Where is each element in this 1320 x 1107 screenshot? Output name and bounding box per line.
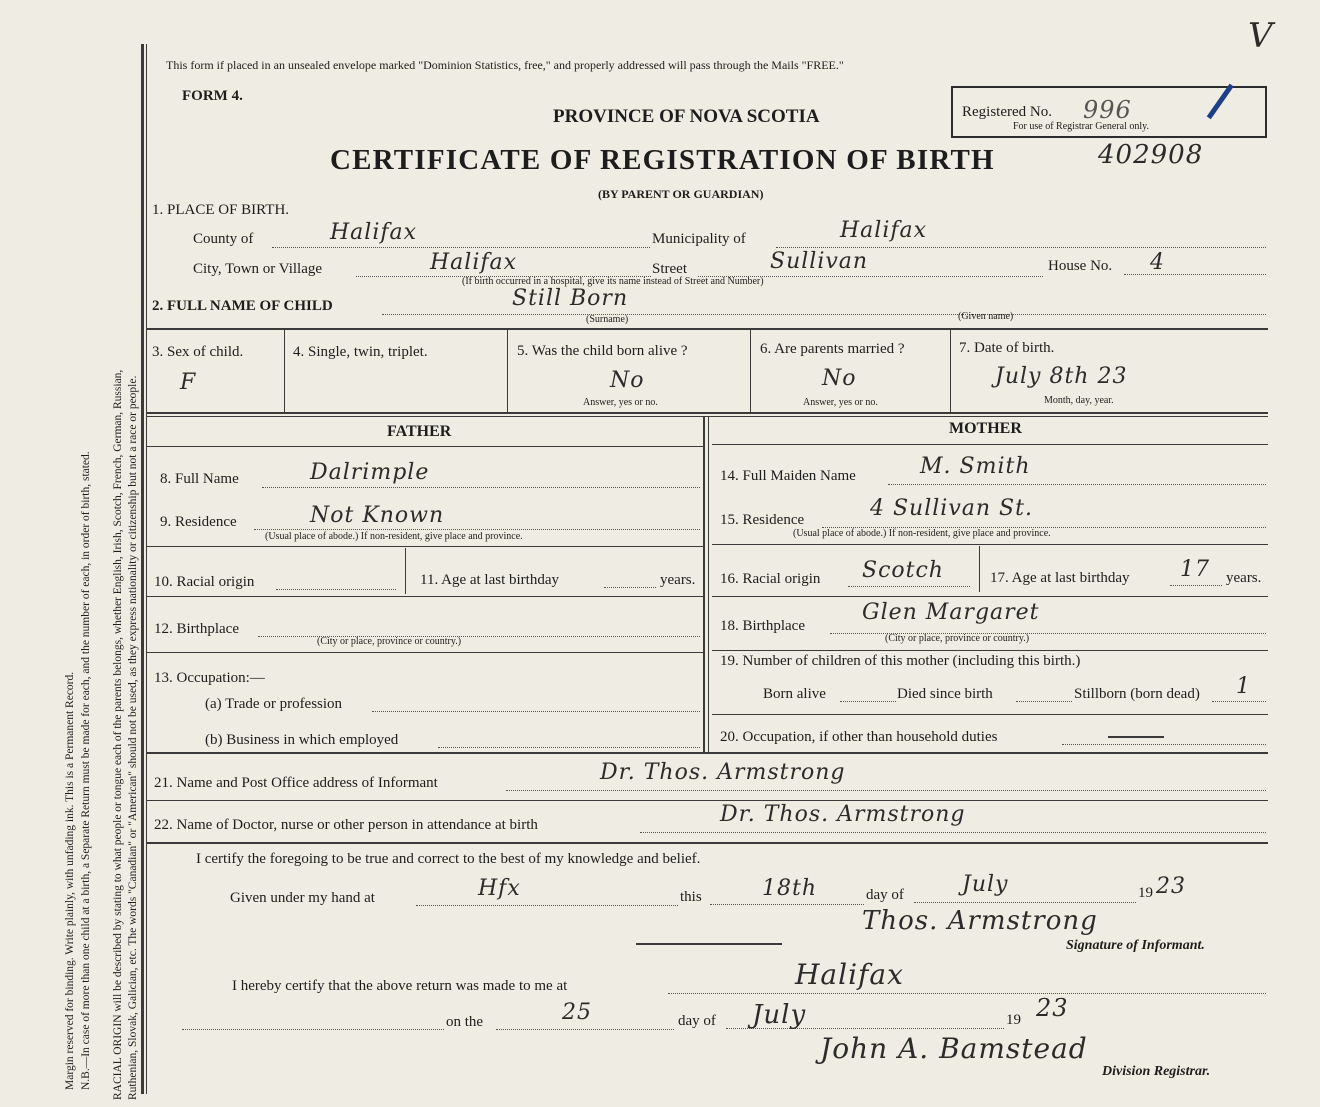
date-of-birth-label: 7. Date of birth. (959, 340, 1055, 356)
father-racial-line (276, 589, 396, 590)
single-twin-label: 4. Single, twin, triplet. (293, 344, 428, 360)
born-alive-count-label: Born alive (763, 686, 826, 702)
mother-occupation-dash (1108, 736, 1164, 738)
certificate-number: 402908 (1098, 140, 1204, 170)
born-alive-count-line (840, 701, 896, 702)
mother-rule-4 (712, 650, 1268, 651)
father-residence-value: Not Known (310, 503, 445, 528)
mother-name-label: 14. Full Maiden Name (720, 468, 856, 484)
mother-racial-divider (979, 546, 980, 592)
divider-5-6 (750, 330, 751, 412)
child-name-value: Still Born (512, 286, 629, 311)
mother-rule-1 (712, 444, 1268, 445)
registrar-signature: John A. Bamstead (820, 1032, 1088, 1065)
hospital-note: (If birth occurred in a hospital, give its name instead of Street and Number) (462, 276, 764, 287)
given-year-prefix: 19 (1138, 885, 1153, 901)
registrar-year-value: 23 (1036, 994, 1069, 1022)
certificate-subtitle: (BY PARENT OR GUARDIAN) (598, 187, 764, 201)
parents-divider (703, 416, 705, 752)
registrar-month-value: July (752, 1000, 807, 1030)
father-occupation-label: 13. Occupation:— (154, 670, 265, 686)
divider-4-5 (507, 330, 508, 412)
mother-name-line (888, 484, 1266, 485)
left-border (141, 44, 144, 1094)
given-month-value: July (962, 872, 1009, 897)
street-label: Street (652, 261, 687, 277)
rule-after-name (146, 328, 1268, 330)
registrar-prefix-line (182, 1029, 444, 1030)
mother-racial-label: 16. Racial origin (720, 571, 821, 587)
registrar-place-line (668, 993, 1266, 994)
form-number: FORM 4. (182, 88, 243, 104)
father-heading: FATHER (387, 423, 452, 440)
street-value: Sullivan (770, 249, 869, 274)
father-residence-line (254, 529, 700, 530)
father-age-label: 11. Age at last birthday (420, 572, 559, 588)
mother-heading: MOTHER (949, 420, 1022, 437)
place-of-birth-heading: 1. PLACE OF BIRTH. (152, 202, 290, 218)
municipality-value: Halifax (840, 218, 928, 243)
stillborn-line (1212, 701, 1266, 702)
given-month-line (914, 902, 1136, 903)
father-rule-4 (146, 652, 703, 653)
margin-binding-note: Margin reserved for binding. Write plainly, with unfading ink. This is a Permanent Record. (64, 671, 76, 1090)
born-alive-value: No (610, 368, 645, 393)
given-year-value: 23 (1156, 874, 1186, 899)
mother-name-value: M. Smith (920, 454, 1031, 479)
mother-birthplace-label: 18. Birthplace (720, 618, 805, 634)
mother-age-value: 17 (1180, 557, 1210, 582)
rule-before-certification (146, 842, 1268, 844)
parents-married-note: Answer, yes or no. (803, 397, 878, 408)
child-name-line (382, 314, 1266, 315)
informant-label: 21. Name and Post Office address of Informant (154, 775, 438, 791)
given-place-line (416, 905, 678, 906)
registrar-day-value: 25 (562, 1000, 592, 1025)
corner-mark: V (1248, 16, 1274, 56)
mother-racial-line (848, 586, 970, 587)
child-name-label: 2. FULL NAME OF CHILD (152, 298, 333, 314)
given-place-value: Hfx (478, 876, 521, 901)
mother-rule-3 (712, 596, 1268, 597)
registrar-use-note: For use of Registrar General only. (1013, 121, 1149, 132)
mother-age-line (1170, 585, 1222, 586)
father-business-line (438, 747, 700, 748)
father-rule-1 (146, 446, 703, 447)
parents-married-value: No (822, 366, 857, 391)
sex-label: 3. Sex of child. (152, 344, 244, 360)
father-trade-label: (a) Trade or profession (205, 696, 343, 712)
registrar-statement: I hereby certify that the above return was made to me at (232, 978, 568, 994)
margin-racial-note-1: RACIAL ORIGIN will be described by stating to what people or tongue each of the parents belongs, whether English, Irish, Scotch, French, German, Russian, (112, 369, 124, 1100)
house-number-value: 4 (1150, 250, 1165, 275)
father-name-label: 8. Full Name (160, 471, 239, 487)
county-line (272, 247, 650, 248)
died-since-birth-line (1016, 701, 1072, 702)
father-name-line (262, 487, 700, 488)
province-title: PROVINCE OF NOVA SCOTIA (553, 106, 820, 127)
municipality-label: Municipality of (652, 231, 746, 247)
parents-divider-b (708, 416, 709, 752)
check-mark (1207, 84, 1259, 137)
county-value: Halifax (330, 220, 418, 245)
date-of-birth-value: July 8th 23 (995, 364, 1128, 389)
father-birthplace-note: (City or place, province or country.) (317, 636, 462, 647)
certify-statement: I certify the foregoing to be true and correct to the best of my knowledge and belief. (196, 851, 701, 867)
date-of-birth-note: Month, day, year. (1044, 395, 1114, 406)
divider-6-7 (950, 330, 951, 412)
mother-birthplace-value: Glen Margaret (862, 600, 1040, 625)
mother-rule-5 (712, 714, 1268, 715)
father-rule-3 (146, 596, 703, 597)
mother-age-unit: years. (1226, 570, 1262, 586)
stillborn-value: 1 (1236, 674, 1251, 699)
city-label: City, Town or Village (193, 261, 323, 277)
doctor-value: Dr. Thos. Armstrong (720, 802, 966, 827)
born-alive-label: 5. Was the child born alive ? (517, 343, 688, 359)
margin-racial-note-2: Ruthenian, Slovak, Galician, etc. The words "Canadian" or "American" should not be used, as they express nationality or citizenship but not a race or people. (127, 375, 139, 1100)
certificate-title: CERTIFICATE OF REGISTRATION OF BIRTH (330, 144, 995, 176)
house-number-label: House No. (1048, 258, 1113, 274)
registered-number: 996 (1083, 96, 1132, 124)
stillborn-label: Stillborn (born dead) (1074, 686, 1200, 702)
born-alive-note: Answer, yes or no. (583, 397, 658, 408)
sex-value: F (180, 370, 197, 395)
informant-signature: Thos. Armstrong (862, 906, 1098, 936)
left-border-inner (146, 44, 147, 1094)
rule-after-row3b (146, 416, 1268, 417)
rule-after-informant (146, 800, 1268, 801)
father-residence-label: 9. Residence (160, 514, 237, 530)
died-since-birth-label: Died since birth (897, 686, 993, 702)
margin-nb-note: N.B.—In case of more than one child at a birth, a Separate Return must be made for each, and the number of each, in order of birth, stated. (80, 451, 92, 1090)
divider-3-4 (284, 330, 285, 412)
on-the-label: on the (446, 1014, 484, 1030)
father-racial-label: 10. Racial origin (154, 574, 255, 590)
registered-box (951, 86, 1267, 138)
father-trade-line (372, 711, 700, 712)
given-under-hand-label: Given under my hand at (230, 890, 375, 906)
father-business-label: (b) Business in which employed (205, 732, 399, 748)
father-residence-note: (Usual place of abode.) If non-resident, give place and province. (265, 531, 523, 542)
municipality-line (776, 247, 1266, 248)
registrar-day-line (496, 1029, 674, 1030)
given-day-of-label: day of (866, 887, 904, 903)
father-birthplace-label: 12. Birthplace (154, 621, 239, 637)
father-racial-divider (405, 548, 406, 594)
mother-birthplace-note: (City or place, province or country.) (885, 633, 1030, 644)
informant-line (506, 790, 1266, 791)
doctor-line (640, 832, 1266, 833)
informant-signature-label: Signature of Informant. (1066, 938, 1205, 953)
mother-occupation-line (1062, 744, 1266, 745)
father-age-unit: years. (660, 572, 696, 588)
mail-notice: This form if placed in an unsealed envelope marked "Dominion Statistics, free," and properly addressed will pass through the Mails "FREE." (166, 58, 844, 72)
division-registrar-label: Division Registrar. (1102, 1064, 1211, 1079)
registrar-day-of-label: day of (678, 1013, 716, 1029)
house-number-line (1124, 274, 1266, 275)
city-value: Halifax (430, 250, 518, 275)
registered-label: Registered No. (962, 104, 1052, 120)
rule-after-row3 (146, 412, 1268, 414)
mother-rule-2 (712, 544, 1268, 545)
this-label: this (680, 889, 702, 905)
doctor-label: 22. Name of Doctor, nurse or other person in attendance at birth (154, 817, 538, 833)
informant-value: Dr. Thos. Armstrong (600, 760, 846, 785)
registrar-year-prefix: 19 (1006, 1012, 1021, 1028)
father-name-value: Dalrimple (310, 460, 430, 485)
rule-before-informant (146, 752, 1268, 754)
father-rule-2 (146, 546, 703, 547)
center-short-rule (636, 943, 782, 945)
mother-residence-note: (Usual place of abode.) If non-resident, give place and province. (793, 528, 1051, 539)
mother-occupation-label: 20. Occupation, if other than household duties (720, 729, 998, 745)
mother-age-label: 17. Age at last birthday (990, 570, 1130, 586)
father-age-line (604, 587, 656, 588)
given-name-note: (Given name) (958, 311, 1014, 322)
mother-residence-value: 4 Sullivan St. (870, 496, 1033, 521)
registrar-place-value: Halifax (795, 958, 904, 991)
surname-note: (Surname) (586, 314, 629, 325)
parents-married-label: 6. Are parents married ? (760, 341, 905, 357)
given-day-value: 18th (762, 876, 818, 901)
mother-children-label: 19. Number of children of this mother (including this birth.) (720, 653, 1081, 669)
mother-racial-value: Scotch (862, 558, 944, 583)
mother-residence-label: 15. Residence (720, 512, 805, 528)
county-label: County of (193, 231, 254, 247)
given-day-line (710, 904, 864, 905)
